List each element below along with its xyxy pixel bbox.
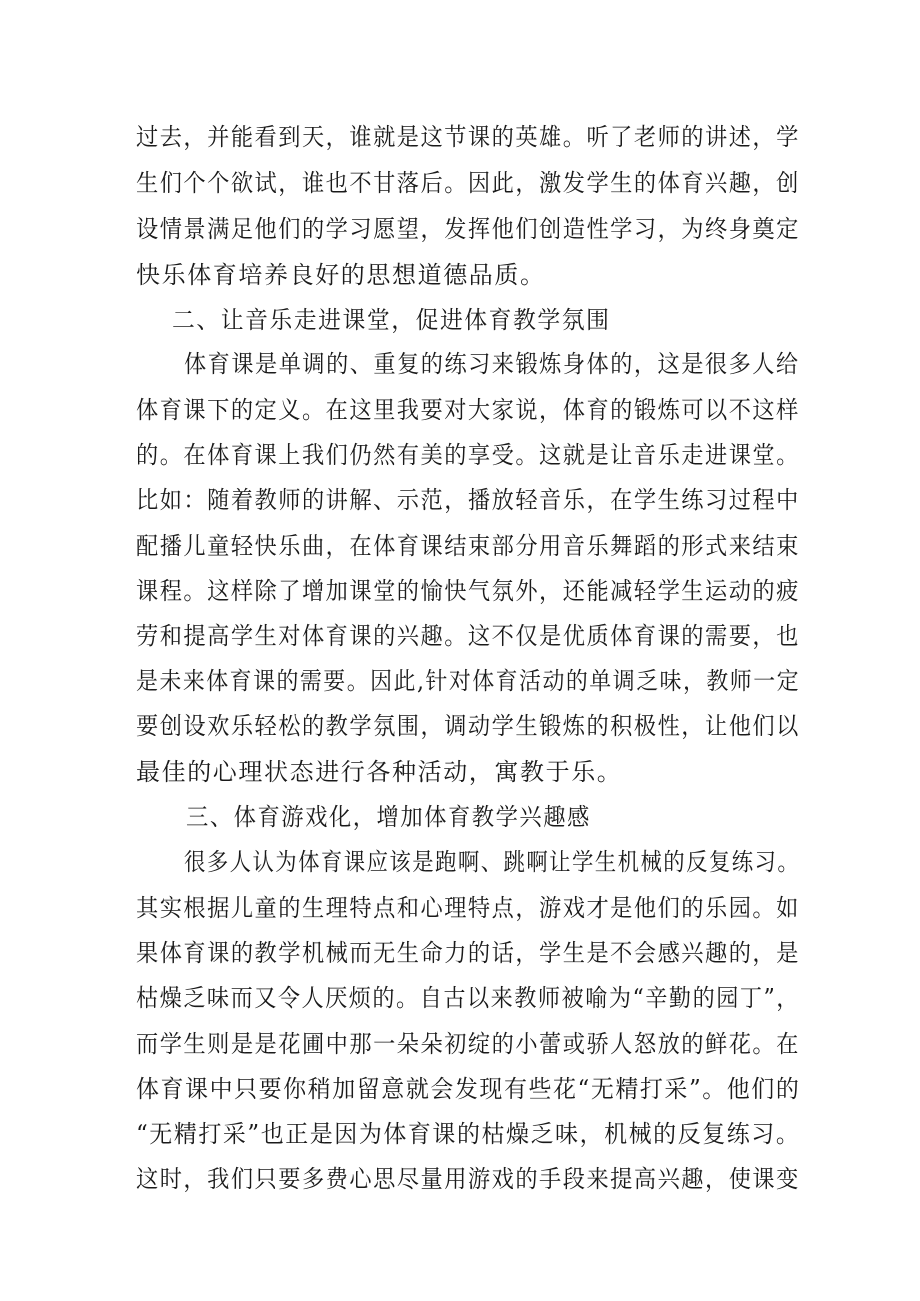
text-line-4: 快乐体育培养良好的思想道德品质。 bbox=[136, 261, 546, 289]
text-line-24: 这时，我们只要多费心思尽量用游戏的手段来提高兴趣，使课变 bbox=[136, 1165, 800, 1193]
text-line-17: 很多人认为体育课应该是跑啊、跳啊让学生机械的反复练习。 bbox=[184, 848, 801, 876]
text-line-14: 要创设欢乐轻松的教学氛围，调动学生锻炼的积极性，让他们以 bbox=[136, 712, 800, 740]
text-line-8: 的。在体育课上我们仍然有美的享受。这就是让音乐走进课堂。 bbox=[136, 441, 800, 469]
text-line-1: 过去，并能看到天，谁就是这节课的英雄。听了老师的讲述，学 bbox=[136, 123, 800, 151]
text-line-15: 最佳的心理状态进行各种活动，寓教于乐。 bbox=[136, 758, 623, 786]
text-line-19: 果体育课的教学机械而无生命力的话，学生是不会感兴趣的，是 bbox=[136, 939, 800, 967]
section-heading-3: 三、体育游戏化，增加体育教学兴趣感 bbox=[186, 803, 591, 831]
text-line-23: “无精打采”也正是因为体育课的枯燥乏味，机械的反复练习。 bbox=[136, 1120, 801, 1148]
section-heading-2: 二、让音乐走进课堂，促进体育教学氛围 bbox=[172, 306, 611, 334]
text-line-10: 配播儿童轻快乐曲，在体育课结束部分用音乐舞蹈的形式来结束 bbox=[136, 532, 800, 560]
text-line-18: 其实根据儿童的生理特点和心理特点，游戏才是他们的乐园。如 bbox=[136, 894, 800, 922]
text-line-3: 设情景满足他们的学习愿望，发挥他们创造性学习，为终身奠定 bbox=[136, 215, 800, 243]
text-line-13: 是未来体育课的需要。因此,针对体育活动的单调乏味，教师一定 bbox=[136, 667, 801, 695]
text-line-21: 而学生则是是花圃中那一朵朵初绽的小蕾或骄人怒放的鲜花。在 bbox=[136, 1030, 800, 1058]
text-line-12: 劳和提高学生对体育课的兴趣。这不仅是优质体育课的需要，也 bbox=[136, 622, 800, 650]
text-line-6: 体育课是单调的、重复的练习来锻炼身体的，这是很多人给 bbox=[184, 350, 800, 378]
text-line-20: 枯燥乏味而又令人厌烦的。自古以来教师被喻为“辛勤的园丁”， bbox=[136, 984, 800, 1012]
text-line-9: 比如：随着教师的讲解、示范，播放轻音乐，在学生练习过程中 bbox=[136, 486, 800, 514]
text-line-2: 生们个个欲试，谁也不甘落后。因此，激发学生的体育兴趣，创 bbox=[136, 169, 800, 197]
text-line-22: 体育课中只要你稍加留意就会发现有些花“无精打采”。他们的 bbox=[136, 1075, 801, 1103]
text-line-11: 课程。这样除了增加课堂的愉快气氛外，还能减轻学生运动的疲 bbox=[136, 577, 800, 605]
text-line-7: 体育课下的定义。在这里我要对大家说，体育的锻炼可以不这样 bbox=[136, 396, 800, 424]
